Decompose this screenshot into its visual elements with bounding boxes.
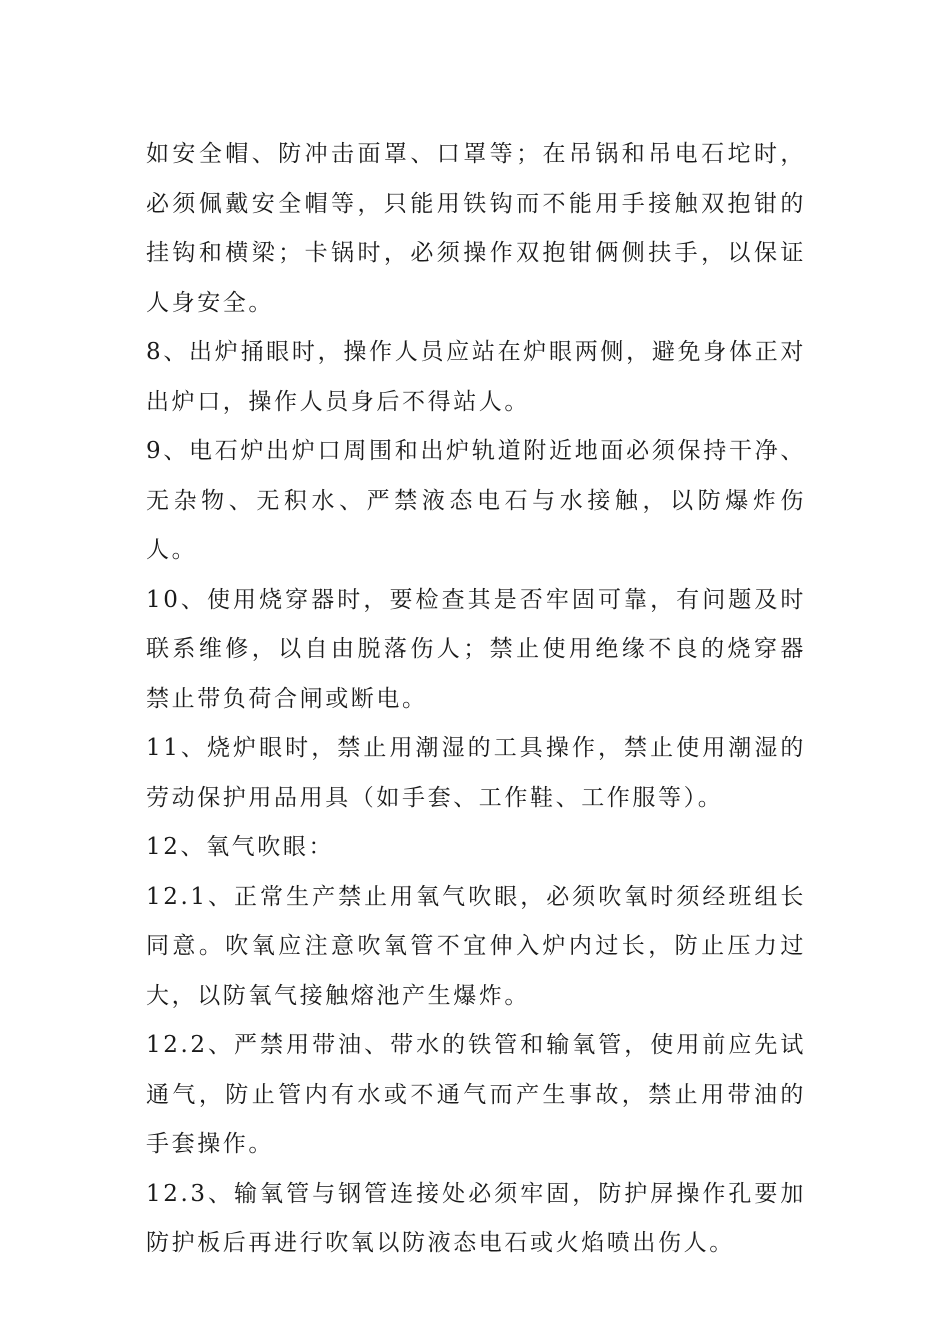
- paragraph-ppe-continued: 如安全帽、防冲击面罩、口罩等；在吊锅和吊电石坨时，必须佩戴安全帽等，只能用铁钩而不能用手接触双抱钳的挂钩和横梁；卡锅时，必须操作双抱钳俩侧扶手，以保证人身安全。: [146, 141, 806, 316]
- paragraph-item-11: 11、烧炉眼时，禁止用潮湿的工具操作，禁止使用潮湿的劳动保护用品用具（如手套、工作鞋、工作服等）。: [146, 735, 806, 811]
- paragraph-item-12-3: 12.3、输氧管与钢管连接处必须牢固，防护屏操作孔要加防护板后再进行吹氧以防液态电石或火焰喷出伤人。: [146, 1180, 806, 1256]
- paragraph-item-10: 10、使用烧穿器时，要检查其是否牢固可靠，有问题及时联系维修，以自由脱落伤人；禁止使用绝缘不良的烧穿器禁止带负荷合闸或断电。: [146, 586, 806, 712]
- paragraph-item-8: 8、出炉捅眼时，操作人员应站在炉眼两侧，避免身体正对出炉口，操作人员身后不得站人。: [146, 339, 806, 415]
- document-body: [146, 130, 806, 1269]
- paragraph-item-12-1: 12.1、正常生产禁止用氧气吹眼，必须吹氧时须经班组长同意。吹氧应注意吹氧管不宜伸入炉内过长，防止压力过大，以防氧气接触熔池产生爆炸。: [146, 883, 806, 1009]
- paragraph-item-12-heading: 12、氧气吹眼：: [146, 834, 335, 860]
- paragraph-item-9: 9、电石炉出炉口周围和出炉轨道附近地面必须保持干净、无杂物、无积水、严禁液态电石与水接触，以防爆炸伤人。: [146, 438, 806, 563]
- paragraph-item-12-2: 12.2、严禁用带油、带水的铁管和输氧管，使用前应先试通气，防止管内有水或不通气而产生事故，禁止用带油的手套操作。: [146, 1032, 806, 1157]
